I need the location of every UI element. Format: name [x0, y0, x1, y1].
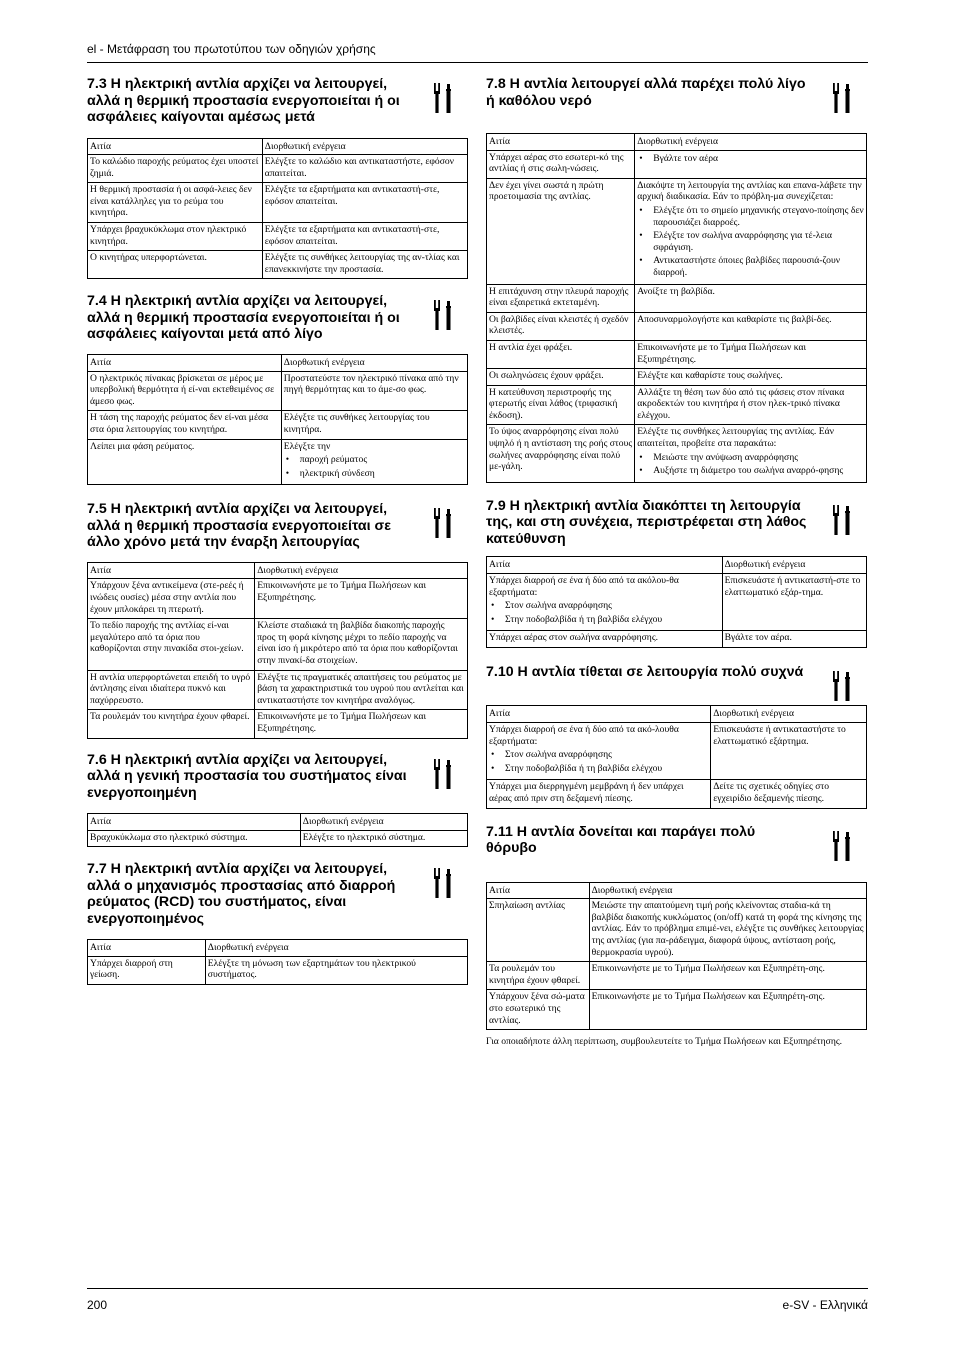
section-7-8: [486, 76, 867, 109]
table-row: [487, 385, 867, 425]
list-item: • Στον σωλήνα αναρρόφησης: [489, 749, 708, 761]
troubleshooting-table-7-6: [87, 813, 468, 847]
troubleshooting-table-7-9: [486, 556, 867, 648]
action-cell: Ελέγξτε και καθαρίστε τους σωλήνες.: [635, 369, 867, 386]
list-item: • Βγάλτε τον αέρα: [637, 153, 864, 165]
table-row: [487, 340, 867, 368]
header-cause: Αιτία: [88, 814, 301, 831]
section-title: 7.6 Η ηλεκτρική αντλία αρχίζει να λειτουργεί, αλλά η γενική προστασία του συστήματος είναι ενεργοποιημένη: [87, 751, 407, 801]
action-cell: Ελέγξτε τις συνθήκες λειτουργίας του κινητήρα.: [281, 411, 467, 439]
header-cause: Αιτία: [487, 882, 590, 899]
action-cell: Ελέγξτε τα εξαρτήματα και αντικαταστή-στε, εφόσον απαιτείται.: [262, 183, 467, 223]
troubleshooting-table-7-4: [87, 354, 468, 485]
action-cell: [635, 178, 867, 284]
action-cell: Βγάλτε τον αέρα.: [722, 631, 866, 648]
table-row: [487, 780, 867, 808]
section-7-9: [486, 498, 867, 548]
cause-cell: Υπάρχει μια διερρηγμένη μεμβράνη ή δεν υπάρχει αέρας από πριν στη δεξαμενή πίεσης.: [487, 780, 711, 808]
cause-cell: Σπηλαίωση αντλίας: [487, 899, 590, 962]
list-item: • Αντικαταστήστε όποιες βαλβίδες παρουσιά-ζουν διαρροή.: [637, 255, 864, 278]
cause-cell: Ο κινητήρας υπερφορτώνεται.: [88, 251, 263, 279]
table-row: [88, 710, 468, 738]
header-cause: Αιτία: [88, 940, 206, 957]
action-cell: Μειώστε την απαιτούμενη τιμή ροής κλείνοντας σταδια-κά τη βαλβίδα διακοπής κυκλώματος (on/off) κατά τη φορά της κίνησης της αντλίας. Εάν το πρόβλημα επιμέ-νει, ελέγξτε τις συνθήκες λειτουργίας της αντλίας (για πα-ράδειγμα, διαφορά ύψους, αντίσταση ροής, θερμοκρασία υγρού).: [589, 899, 866, 962]
wrench-screwdriver-icon: [829, 505, 855, 535]
list-item: • Ελέγξτε ότι το σημείο μηχανικής στεγανο-ποίησης δεν παρουσιάζει διαρροές.: [637, 205, 864, 228]
list-item: • παροχή ρεύματος: [284, 454, 465, 466]
header-cause: Αιτία: [88, 138, 263, 155]
troubleshooting-table-7-5: [87, 562, 468, 739]
header-action: Διορθωτική ενέργεια: [635, 134, 867, 151]
troubleshooting-table-7-7: [87, 939, 468, 985]
wrench-screwdriver-icon: [430, 759, 456, 789]
closing-note: Για οποιαδήποτε άλλη περίπτωση, συμβουλευτείτε το Τμήμα Πωλήσεων και Εξυπηρέτησης.: [486, 1036, 843, 1048]
left-column: [87, 76, 468, 985]
header-cause: Αιτία: [487, 706, 711, 723]
table-header-row: [487, 882, 867, 899]
bullet-list: [637, 452, 864, 477]
cause-cell: Δεν έχει γίνει σωστά η πρώτη προετοιμασία της αντλίας.: [487, 178, 635, 284]
cause-cell: Το ύψος αναρρόφησης είναι πολύ υψηλό ή η αντίσταση της ροής στους σωλήνες αναρρόφησης είναι πολύ με-γάλη.: [487, 425, 635, 482]
header-action: Διορθωτική ενέργεια: [205, 940, 467, 957]
wrench-screwdriver-icon: [829, 671, 855, 701]
cause-cell: Ο ηλεκτρικός πίνακας βρίσκεται σε μέρος με υπερβολική θερμότητα ή εί-ναι εκτεθειμένος σε άμεσο φως.: [88, 371, 282, 411]
list-item: • Στην ποδοβαλβίδα ή τη βαλβίδα ελέγχου: [489, 614, 720, 626]
wrench-screwdriver-icon: [430, 868, 456, 898]
table-row: [88, 223, 468, 251]
header-cause: Αιτία: [487, 557, 723, 574]
table-row: [487, 990, 867, 1030]
action-cell: Επικοινωνήστε με το Τμήμα Πωλήσεων και Εξυπηρέτησης.: [255, 710, 468, 738]
action-cell: [635, 425, 867, 482]
table-row: [88, 439, 468, 485]
list-item: • Στην ποδοβαλβίδα ή τη βαλβίδα ελέγχου: [489, 763, 708, 775]
header-action: Διορθωτική ενέργεια: [255, 562, 468, 579]
action-cell: Ελέγξτε τις πραγματικές απαιτήσεις του ρεύματος με βάση τα χαρακτηριστικά του υγρού που αντλείται και αντικαταστήστε τον κινητήρα αναλόγως.: [255, 670, 468, 710]
table-row: [88, 956, 468, 984]
cause-cell: Οι βαλβίδες είναι κλειστές ή σχεδόν κλειστές.: [487, 312, 635, 340]
table-row: [487, 631, 867, 648]
right-column: [486, 76, 867, 1048]
table-header-row: [487, 134, 867, 151]
list-item: • Αυξήστε τη διάμετρο του σωλήνα αναρρό-φησης: [637, 465, 864, 477]
header-action: Διορθωτική ενέργεια: [281, 354, 467, 371]
cause-cell: Λείπει μια φάση ρεύματος.: [88, 439, 282, 485]
action-cell: Αποσυναρμολογήστε και καθαρίστε τις βαλβί-δες.: [635, 312, 867, 340]
header-action: Διορθωτική ενέργεια: [722, 557, 866, 574]
cause-cell: Τα ρουλεμάν του κινητήρα έχουν φθαρεί.: [88, 710, 255, 738]
bullet-list: [489, 749, 708, 774]
cause-cell: Η αντλία υπερφορτώνεται επειδή το υγρό άντλησης είναι ιδιαίτερα πυκνό και παχύρρευστο.: [88, 670, 255, 710]
section-7-5: [87, 501, 468, 551]
table-row: [487, 178, 867, 284]
table-row: [88, 579, 468, 619]
table-header-row: [88, 814, 468, 831]
section-title: 7.11 Η αντλία δονείται και παράγει πολύ θόρυβο: [486, 823, 756, 857]
section-title: 7.10 Η αντλία τίθεται σε λειτουργία πολύ συχνά: [486, 663, 804, 680]
table-row: [88, 670, 468, 710]
action-cell: Επικοινωνήστε με το Τμήμα Πωλήσεων και Εξυπηρέτησης.: [635, 340, 867, 368]
cause-cell: Βραχυκύκλωμα στο ηλεκτρικό σύστημα.: [88, 830, 301, 847]
wrench-screwdriver-icon: [430, 300, 456, 330]
section-7-10: [486, 664, 867, 681]
header-action: Διορθωτική ενέργεια: [711, 706, 867, 723]
table-row: [487, 899, 867, 962]
section-title: 7.5 Η ηλεκτρική αντλία αρχίζει να λειτουργεί, αλλά η θερμική προστασία ενεργοποιείται σε άλλο χρόνο μετά την έναρξη λειτουργίας: [87, 501, 391, 551]
header-cause: Αιτία: [88, 354, 282, 371]
table-header-row: [88, 562, 468, 579]
cause-cell: Η επιτάχυνση στην πλευρά παροχής είναι εξαιρετικά εκτεταμένη.: [487, 284, 635, 312]
footer-rule: [87, 1288, 868, 1289]
section-7-7: [87, 861, 468, 927]
cause-text: Υπάρχει διαρροή σε ένα ή δύο από τα ακό-λουθα εξαρτήματα:: [489, 724, 679, 747]
list-item: • Ελέγξτε τον σωλήνα αναρρόφησης για τέ-λεια σφράγιση.: [637, 230, 864, 253]
wrench-screwdriver-icon: [430, 508, 456, 538]
troubleshooting-table-7-10: [486, 705, 867, 808]
header-cause: Αιτία: [487, 134, 635, 151]
table-row: [487, 284, 867, 312]
table-row: [487, 723, 867, 780]
list-item: • Μειώστε την ανύψωση αναρρόφησης: [637, 452, 864, 464]
action-cell: Ελέγξτε τη μόνωση των εξαρτημάτων του ηλεκτρικού συστήματος.: [205, 956, 467, 984]
section-7-11: [486, 824, 867, 857]
table-header-row: [487, 557, 867, 574]
header-action: Διορθωτική ενέργεια: [300, 814, 467, 831]
action-cell: Ανοίξτε τη βαλβίδα.: [635, 284, 867, 312]
cause-cell: Υπάρχει διαρροή στη γείωση.: [88, 956, 206, 984]
header-action: Διορθωτική ενέργεια: [262, 138, 467, 155]
wrench-screwdriver-icon: [430, 83, 456, 113]
bullet-list: [637, 153, 864, 165]
cause-cell: Η αντλία έχει φράξει.: [487, 340, 635, 368]
cause-cell: Υπάρχουν ξένα σώ-ματα στο εσωτερικό της αντλίας.: [487, 990, 590, 1030]
table-header-row: [88, 354, 468, 371]
table-row: [487, 150, 867, 178]
table-row: [88, 183, 468, 223]
bullet-list: [489, 600, 720, 625]
cause-cell: Οι σωληνώσεις έχουν φράξει.: [487, 369, 635, 386]
table-row: [88, 155, 468, 183]
action-cell: Επικοινωνήστε με το Τμήμα Πωλήσεων και Εξυπηρέτη-σης.: [589, 962, 866, 990]
troubleshooting-table-7-8: [486, 133, 867, 483]
table-row: [88, 411, 468, 439]
action-cell: [281, 439, 467, 485]
table-header-row: [487, 706, 867, 723]
list-item: • ηλεκτρική σύνδεση: [284, 468, 465, 480]
cause-cell: Τα ρουλεμάν του κινητήρα έχουν φθαρεί.: [487, 962, 590, 990]
action-text: Ελέγξτε τις συνθήκες λειτουργίας της αντλίας. Εάν απαιτείται, προβείτε στα παρακάτω:: [637, 426, 834, 450]
footer-language: e-SV - Ελληνικά: [782, 1298, 868, 1312]
troubleshooting-table-7-11: [486, 882, 867, 1031]
table-row: [487, 573, 867, 630]
cause-cell: Η κατεύθυνση περιστροφής της φτερωτής είναι λάθος (τριφασική έκδοση).: [487, 385, 635, 425]
action-cell: Ελέγξτε το καλώδιο και αντικαταστήστε, εφόσον απαιτείται.: [262, 155, 467, 183]
action-cell: Δείτε τις σχετικές οδηγίες στο εγχειρίδιο δεξαμενής πίεσης.: [711, 780, 867, 808]
cause-cell: Η θερμική προστασία ή οι ασφά-λειες δεν είναι κατάλληλες για το ρεύμα του κινητήρα.: [88, 183, 263, 223]
cause-cell: Το πεδίο παροχής της αντλίας εί-ναι μεγαλύτερο από τα όρια που καθορίζονται στην πινακίδα στοι-χείων.: [88, 619, 255, 670]
table-row: [88, 251, 468, 279]
action-cell: Κλείστε σταδιακά τη βαλβίδα διακοπής παροχής προς τη φορά κίνησης μέχρι το πεδίο παροχής να είναι ίσο ή μικρότερο από τα όρια που καθορίζονται στην πινακί-δα στοιχείων.: [255, 619, 468, 670]
cause-cell: Υπάρχουν ξένα αντικείμενα (στε-ρεές ή ινώδεις ουσίες) μέσα στην αντλία που έχουν μπλοκάρει τη πτερωτή.: [88, 579, 255, 619]
table-row: [88, 619, 468, 670]
section-title: 7.8 Η αντλία λειτουργεί αλλά παρέχει πολύ λίγο ή καθόλου νερό: [486, 76, 806, 109]
table-row: [88, 830, 468, 847]
wrench-screwdriver-icon: [829, 831, 855, 861]
action-text: Ελέγξτε την: [283, 440, 331, 452]
action-cell: Προστατεύστε τον ηλεκτρικό πίνακα από την πηγή θερμότητας και το άμε-σο φως.: [281, 371, 467, 411]
table-header-row: [88, 138, 468, 155]
cause-cell: [487, 573, 723, 630]
list-item: • Στον σωλήνα αναρρόφησης: [489, 600, 720, 612]
table-row: [487, 312, 867, 340]
troubleshooting-table-7-3: [87, 138, 468, 280]
action-cell: Επικοινωνήστε με το Τμήμα Πωλήσεων και Εξυπηρέτησης.: [255, 579, 468, 619]
table-header-row: [88, 940, 468, 957]
page-header: el - Μετάφραση του πρωτοτύπου των οδηγιών χρήσης: [87, 42, 376, 56]
header-cause: Αιτία: [88, 562, 255, 579]
section-title: 7.3 Η ηλεκτρική αντλία αρχίζει να λειτουργεί, αλλά η θερμική προστασία ενεργοποιείται ή οι ασφάλειες καίγονται αμέσως μετά: [87, 76, 400, 125]
section-7-3: [87, 76, 468, 126]
table-row: [88, 371, 468, 411]
cause-text: Υπάρχει διαρροή σε ένα ή δύο από τα ακόλου-θα εξαρτήματα:: [489, 574, 679, 598]
table-row: [487, 425, 867, 482]
section-title: 7.4 Η ηλεκτρική αντλία αρχίζει να λειτουργεί, αλλά η θερμική προστασία ενεργοποιείται ή οι ασφάλειες καίγονται μετά από λίγο: [87, 293, 400, 343]
action-cell: Επισκευάστε ή αντικαταστή-στε το ελαττωματικό εξάρ-τημα.: [722, 573, 866, 630]
header-rule: [87, 62, 868, 63]
action-text: Διακόψτε τη λειτουργία της αντλίας και επανα-λάβετε την αρχική διαδικασία. Εάν το πρόβλη-μα συνεχίζεται:: [637, 179, 862, 203]
section-7-4: [87, 293, 468, 343]
action-cell: Επικοινωνήστε με το Τμήμα Πωλήσεων και Εξυπηρέτη-σης.: [589, 990, 866, 1030]
cause-cell: Υπάρχει αέρας στο εσωτερι-κό της αντλίας ή στις σωλη-νώσεις.: [487, 150, 635, 178]
section-title: 7.7 Η ηλεκτρική αντλία αρχίζει να λειτουργεί, αλλά ο μηχανισμός προστασίας από διαρροή ρεύματος (RCD) του συστήματος, είναι ενεργοποιημένος: [87, 861, 396, 927]
bullet-list: [637, 205, 864, 279]
cause-cell: Υπάρχει αέρας στον σωλήνα αναρρόφησης.: [487, 631, 723, 648]
bullet-list: [284, 454, 465, 479]
action-cell: [635, 150, 867, 178]
table-row: [487, 369, 867, 386]
cause-cell: Υπάρχει βραχυκύκλωμα στον ηλεκτρικό κινητήρα.: [88, 223, 263, 251]
table-row: [487, 962, 867, 990]
wrench-screwdriver-icon: [829, 83, 855, 113]
cause-cell: Το καλώδιο παροχής ρεύματος έχει υποστεί ζημιά.: [88, 155, 263, 183]
action-cell: Αλλάξτε τη θέση των δύο από τις φάσεις στον πίνακα ακροδεκτών του κινητήρα ή στον ηλεκ-τρικό πίνακα ελέγχου.: [635, 385, 867, 425]
action-cell: Ελέγξτε τα εξαρτήματα και αντικαταστή-στε, εφόσον απαιτείται.: [262, 223, 467, 251]
header-action: Διορθωτική ενέργεια: [589, 882, 866, 899]
page-number: 200: [87, 1298, 108, 1312]
action-cell: Ελέγξτε τις συνθήκες λειτουργίας της αν-τλίας και επανεκκινήστε την προστασία.: [262, 251, 467, 279]
section-title: 7.9 Η ηλεκτρική αντλία διακόπτει τη λειτουργία της, και στη συνέχεια, περιστρέφεται στη λάθος κατεύθυνση: [486, 497, 807, 547]
section-7-6: [87, 752, 468, 802]
action-cell: Επισκευάστε ή αντικαταστήστε το ελαττωματικό εξάρτημα.: [711, 723, 867, 780]
cause-cell: Η τάση της παροχής ρεύματος δεν εί-ναι μέσα στα όρια λειτουργίας του κινητήρα.: [88, 411, 282, 439]
action-cell: Ελέγξτε το ηλεκτρικό σύστημα.: [300, 830, 467, 847]
cause-cell: [487, 723, 711, 780]
